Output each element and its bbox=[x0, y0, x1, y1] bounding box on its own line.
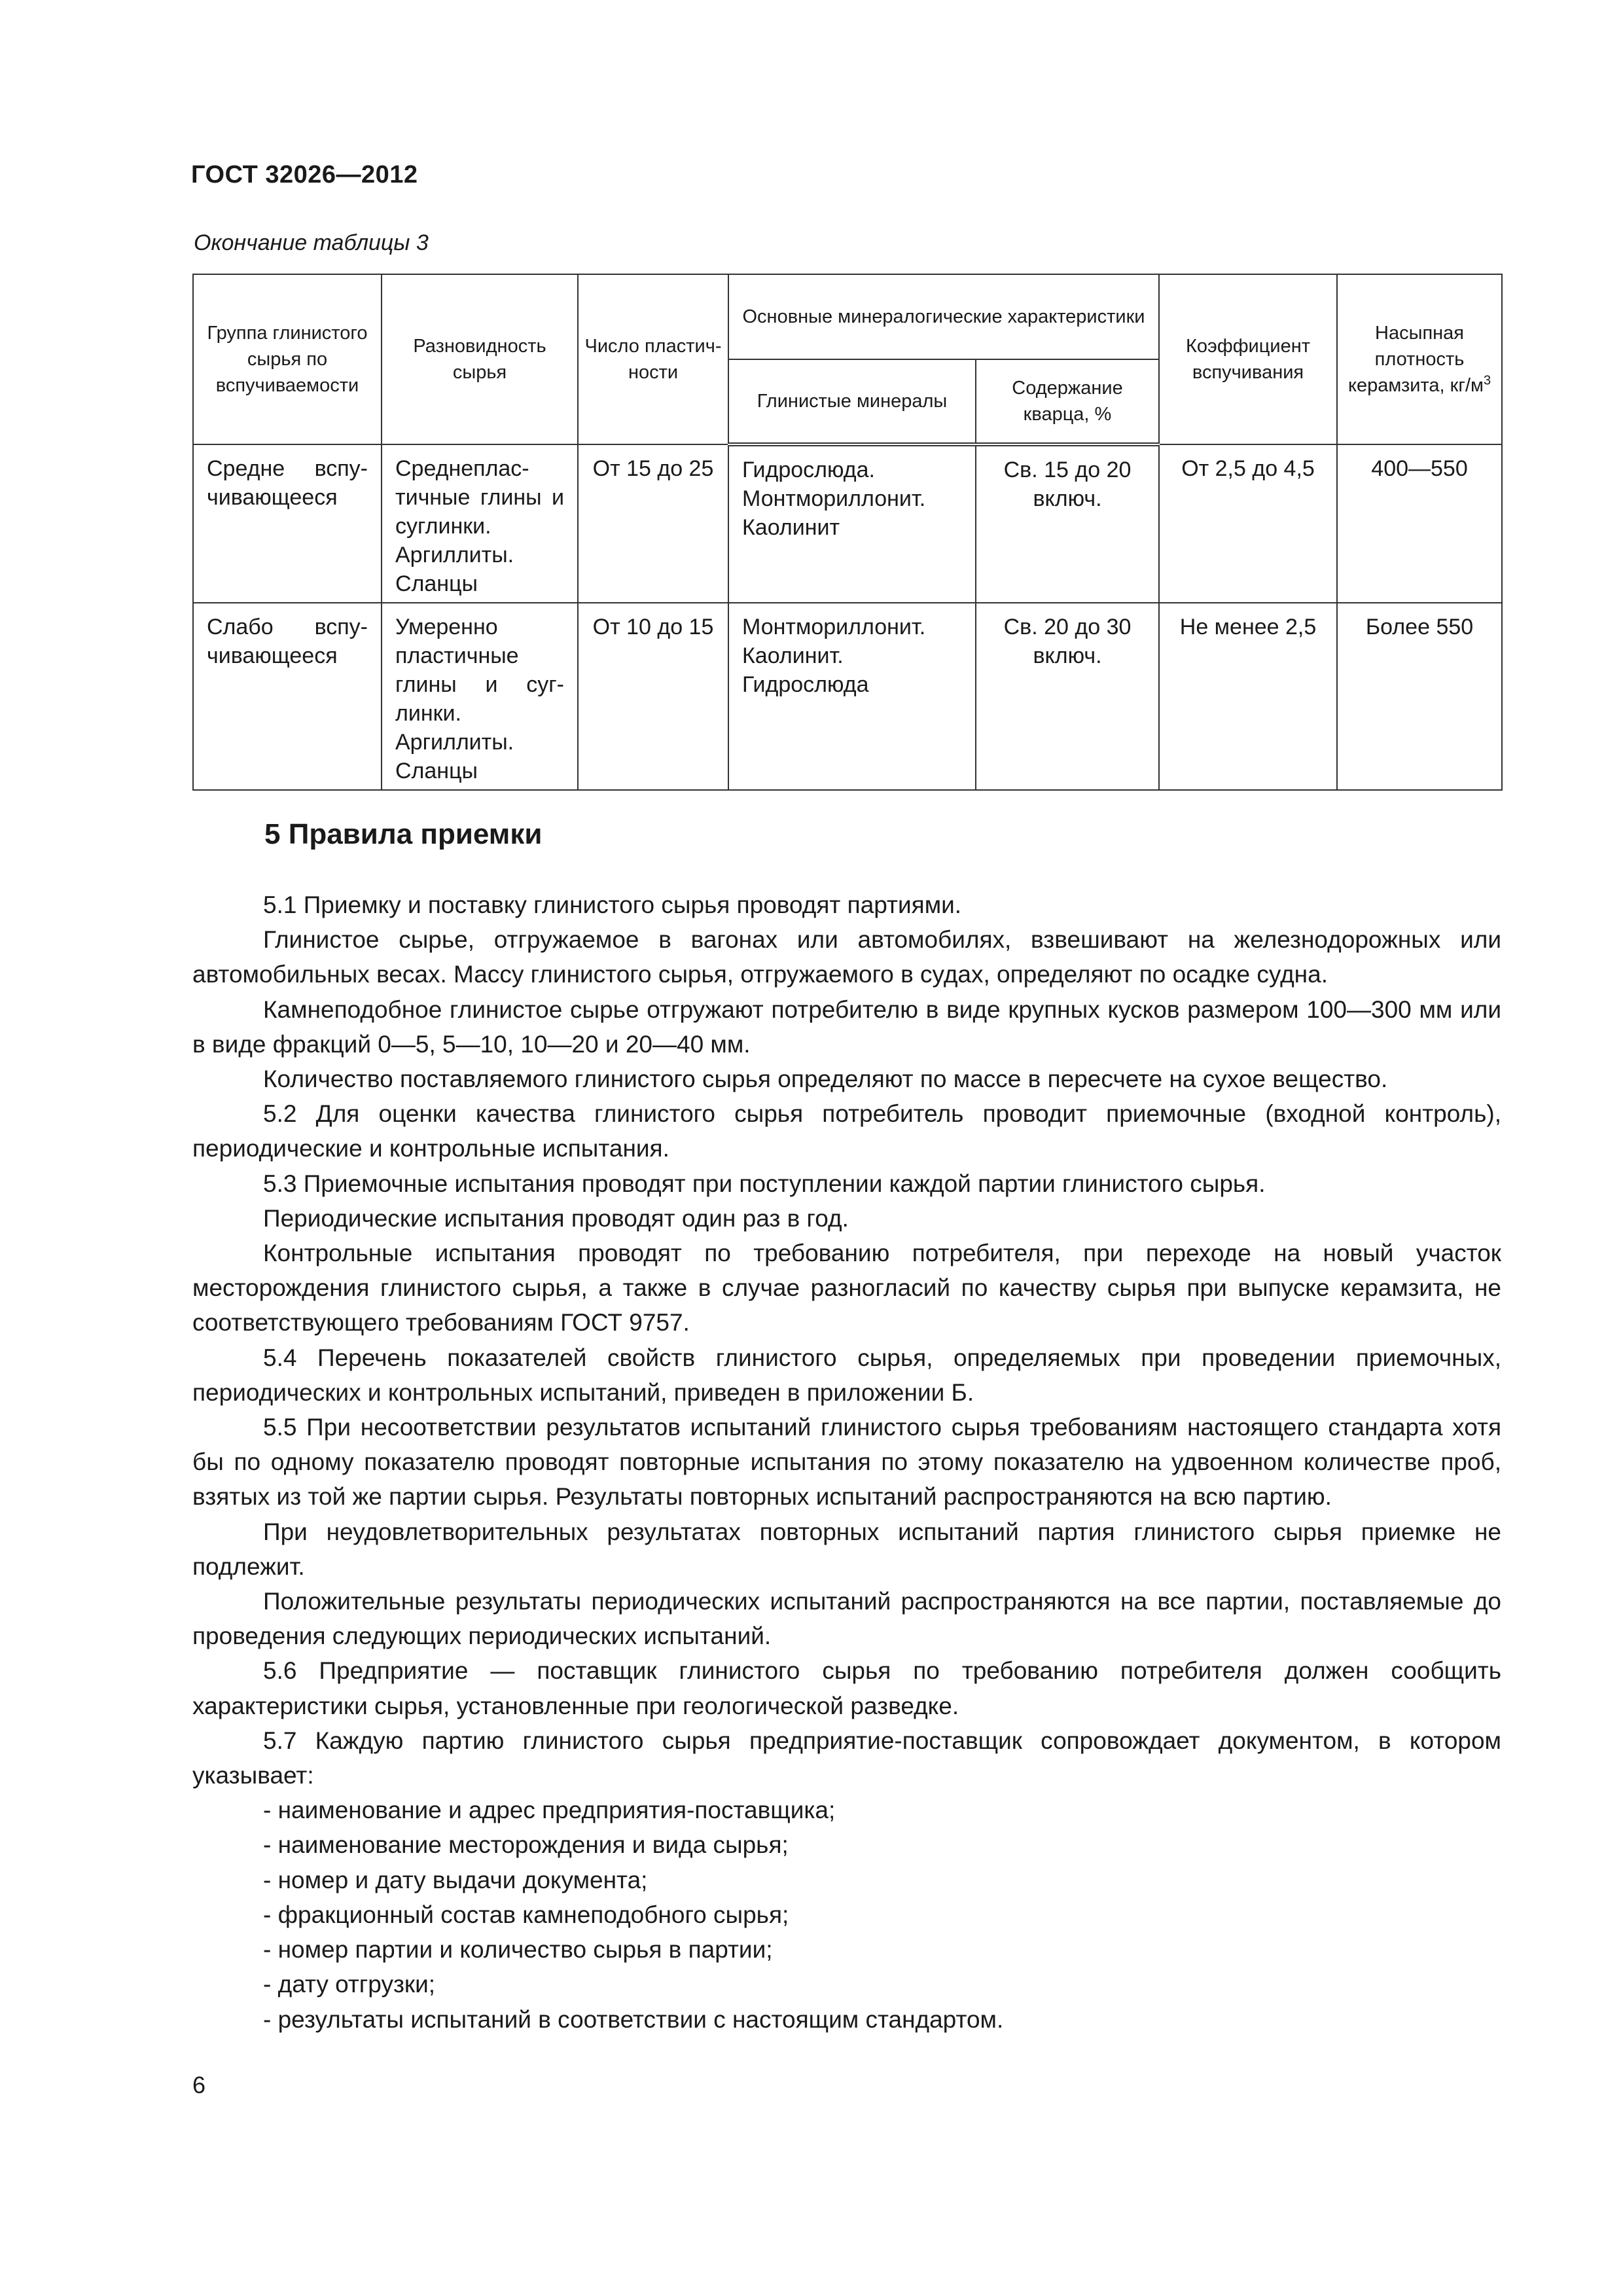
header-quartz-content: Содержание кварца, % bbox=[976, 359, 1159, 444]
paragraph: При неудовлетворительных результатах повторных испытаний партия глинистого сырья приемке не подлежит. bbox=[192, 1518, 1501, 1580]
paragraph: Периодические испытания проводят один раз в год. bbox=[263, 1204, 849, 1232]
paragraph: Глинистое сырье, отгружаемое в вагонах или автомобилях, взвешивают на железнодорожных или автомобильных весах. Массу глинистого сырья, отгружаемого в судах, определяют по осадке судна. bbox=[192, 926, 1501, 988]
section-body bbox=[192, 888, 1501, 2037]
paragraph: Контрольные испытания проводят по требованию потребителя, при переходе на новый участок месторождения глинистого сырья, а также в случае разногласий по качеству сырья при выпуске керамзита, не соответствующего требованиям ГОСТ 9757. bbox=[192, 1240, 1501, 1336]
cell-quartz: Св. 15 до 20 включ. bbox=[976, 444, 1159, 603]
paragraph: Положительные результаты периодических испытаний распространяются на все партии, поставляемые до проведения следующих периодических испытаний. bbox=[192, 1588, 1501, 1650]
list-item: - дату отгрузки; bbox=[263, 1971, 436, 1998]
list-item: - наименование и адрес предприятия-поставщика; bbox=[263, 1797, 836, 1824]
header-plasticity: Число пластич- ности bbox=[578, 274, 728, 444]
cell-variety: Среднеплас- тичные глины и суглинки. Аргиллиты. Сланцы bbox=[382, 444, 578, 603]
header-bulk-density bbox=[1337, 274, 1502, 444]
paragraph: 5.5 При несоответствии результатов испытаний глинистого сырья требованиям настоящего стандарта хотя бы по одному показателю проводят повторные испытания по этому показателю на удвоенном количестве проб, взятых из той же партии сырья. Результаты повторных испытаний распространяются на всю партию. bbox=[192, 1414, 1501, 1511]
cell-variety: Умеренно пластичные глины и суг- линки. Аргиллиты. Сланцы bbox=[382, 603, 578, 790]
header-bulk-density-exponent: 3 bbox=[1483, 373, 1491, 388]
cell-clay-minerals: Гидрослюда. Монтмориллонит. Каолинит bbox=[728, 444, 976, 603]
cell-coefficient: От 2,5 до 4,5 bbox=[1159, 444, 1337, 603]
cell-density: 400—550 bbox=[1337, 444, 1502, 603]
paragraph: 5.2 Для оценки качества глинистого сырья потребитель проводит приемочные (входной контроль), периодические и контрольные испытания. bbox=[192, 1100, 1501, 1162]
cell-clay-minerals: Монтмориллонит. Каолинит. Гидрослюда bbox=[728, 603, 976, 790]
page-number: 6 bbox=[192, 2072, 206, 2098]
cell-coefficient: Не менее 2,5 bbox=[1159, 603, 1337, 790]
header-clay-minerals: Глинистые минералы bbox=[728, 359, 976, 444]
header-mineralogical: Основные минералогические характеристики bbox=[728, 274, 1159, 359]
cell-group: Слабо вспу- чивающееся bbox=[193, 603, 382, 790]
list-item: - номер партии и количество сырья в партии; bbox=[263, 1936, 773, 1964]
cell-group: Средне вспу- чивающееся bbox=[193, 444, 382, 603]
paragraph: 5.3 Приемочные испытания проводят при поступлении каждой партии глинистого сырья. bbox=[263, 1170, 1266, 1197]
list-item: - наименование месторождения и вида сырья; bbox=[263, 1831, 789, 1859]
paragraph: 5.7 Каждую партию глинистого сырья предприятие-поставщик сопровождает документом, в котором указывает: bbox=[192, 1727, 1501, 1789]
cell-plasticity: От 15 до 25 bbox=[578, 444, 728, 603]
header-group: Группа глинистого сырья по вспучиваемости bbox=[193, 274, 382, 444]
list-item: - номер и дату выдачи документа; bbox=[263, 1866, 648, 1893]
header-bulk-density-text: Насыпная плотность керамзита, кг/м bbox=[1347, 323, 1484, 396]
paragraph: Камнеподобное глинистое сырье отгружают потребителю в виде крупных кусков размером 100—300 мм или в виде фракций 0—5, 5—10, 10—20 и 20—40 мм. bbox=[192, 996, 1501, 1058]
table-caption: Окончание таблицы 3 bbox=[194, 230, 429, 255]
paragraph: Количество поставляемого глинистого сырья определяют по массе в пересчете на сухое вещество. bbox=[263, 1066, 1388, 1093]
document-designation: ГОСТ 32026—2012 bbox=[191, 161, 418, 188]
cell-quartz: Св. 20 до 30 включ. bbox=[976, 603, 1159, 790]
paragraph: 5.4 Перечень показателей свойств глинистого сырья, определяемых при проведении приемочных, периодических и контрольных испытаний, приведен в приложении Б. bbox=[192, 1344, 1501, 1406]
list-item: - фракционный состав камнеподобного сырья; bbox=[263, 1901, 789, 1928]
table-row bbox=[193, 603, 1502, 790]
table-row bbox=[193, 444, 1502, 603]
clay-raw-material-table bbox=[192, 274, 1503, 791]
paragraph: 5.6 Предприятие — поставщик глинистого сырья по требованию потребителя должен сообщить характеристики сырья, установленные при геологической разведке. bbox=[192, 1657, 1501, 1719]
paragraph: 5.1 Приемку и поставку глинистого сырья проводят партиями. bbox=[263, 891, 962, 918]
header-variety: Разновидность сырья bbox=[382, 274, 578, 444]
cell-plasticity: От 10 до 15 bbox=[578, 603, 728, 790]
header-coefficient: Коэффициент вспучивания bbox=[1159, 274, 1337, 444]
cell-density: Более 550 bbox=[1337, 603, 1502, 790]
section-title: 5 Правила приемки bbox=[264, 818, 543, 850]
list-item: - результаты испытаний в соответствии с настоящим стандартом. bbox=[263, 2005, 1004, 2033]
